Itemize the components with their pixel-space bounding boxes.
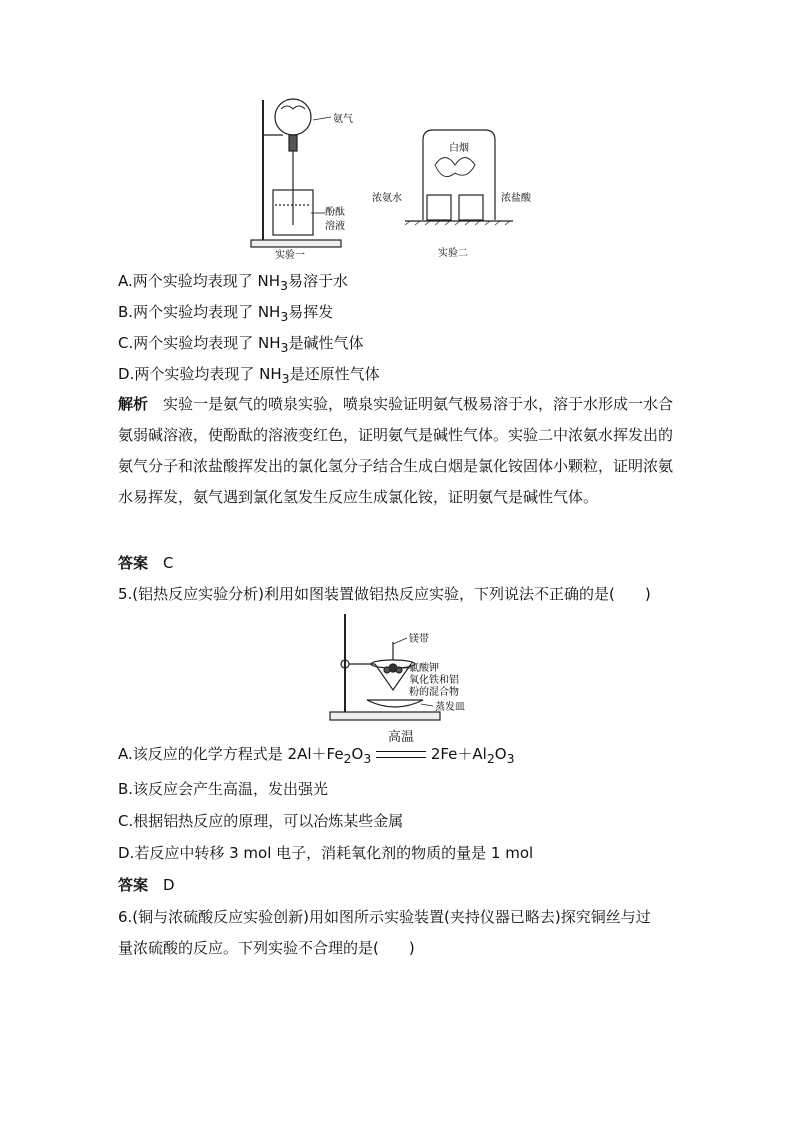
ammonia-experiments-figure bbox=[245, 95, 555, 265]
exp2-left-label: 浓氨水 bbox=[372, 193, 402, 204]
q4-answer: 答案 C bbox=[118, 554, 174, 572]
q4-option-c: C.两个实验均表现了 $NH_3$是碱性气体 bbox=[118, 334, 364, 355]
exp1-solution-label-1: 酚酞 bbox=[325, 207, 345, 218]
q5-option-b: B.该反应会产生高温，发出强光 bbox=[118, 780, 329, 798]
analysis-label: 解析 bbox=[118, 395, 149, 413]
label-evaporating-dish: 蒸发皿 bbox=[435, 702, 465, 713]
reaction-condition: 高温 bbox=[376, 745, 426, 763]
label-mixture-2: 粉的混合物 bbox=[409, 687, 459, 698]
exp2-smoke-label: 白烟 bbox=[449, 143, 469, 154]
exp2-caption: 实验二 bbox=[438, 248, 468, 259]
exp2-right-label: 浓盐酸 bbox=[501, 193, 531, 204]
q5-answer: 答案 D bbox=[118, 876, 175, 894]
label-mixture-1: 氧化铁和铝 bbox=[409, 675, 459, 686]
q5-option-d: D.若反应中转移 3 mol 电子，消耗氧化剂的物质的量是 1 mol bbox=[118, 844, 534, 862]
label-potassium-chlorate: 氯酸钾 bbox=[409, 663, 439, 674]
q4-analysis bbox=[118, 389, 678, 513]
q6-stem-line-2: 量浓硫酸的反应。下列实验不合理的是( ) bbox=[118, 939, 415, 957]
label-magnesium-ribbon: 镁带 bbox=[409, 634, 429, 645]
q4-option-a: A.两个实验均表现了 $NH_3$易溶于水 bbox=[118, 272, 349, 293]
q5-option-c: C.根据铝热反应的原理，可以冶炼某些金属 bbox=[118, 812, 404, 830]
q6-stem-line-1: 6.(铜与浓硫酸反应实验创新)用如图所示实验装置(夹持仪器已略去)探究铜丝与过 bbox=[118, 908, 651, 926]
q4-option-b: B.两个实验均表现了 $NH_3$易挥发 bbox=[118, 303, 334, 324]
q5-option-a: A.该反应的化学方程式是 $2Al+Fe_2O_3$ 高温 $2Fe+Al_2O_3$ bbox=[118, 730, 515, 766]
q4-option-d: D.两个实验均表现了 $NH_3$是还原性气体 bbox=[118, 365, 380, 386]
q5-stem: 5.(铝热反应实验分析)利用如图装置做铝热反应实验，下列说法不正确的是( ) bbox=[118, 585, 651, 603]
exp1-solution-label-2: 溶液 bbox=[325, 221, 345, 232]
thermite-apparatus-figure bbox=[325, 612, 495, 727]
exp1-gas-label: 氨气 bbox=[333, 114, 353, 125]
exp1-caption: 实验一 bbox=[275, 250, 305, 261]
analysis-text: 实验一是氨气的喷泉实验，喷泉实验证明氨气极易溶于水，溶于水形成一水合氨弱碱溶液，使酚酞的溶液变红色，证明氨气是碱性气体。实验二中浓氨水挥发出的氨气分子和浓盐酸挥发出的氯化氢分子结合生成白烟是氯化铵固体小颗粒，证明浓氨水易挥发，氨气遇到氯化氢发生反应生成氯化铵，证明氨气是碱性气体。 bbox=[118, 395, 674, 506]
